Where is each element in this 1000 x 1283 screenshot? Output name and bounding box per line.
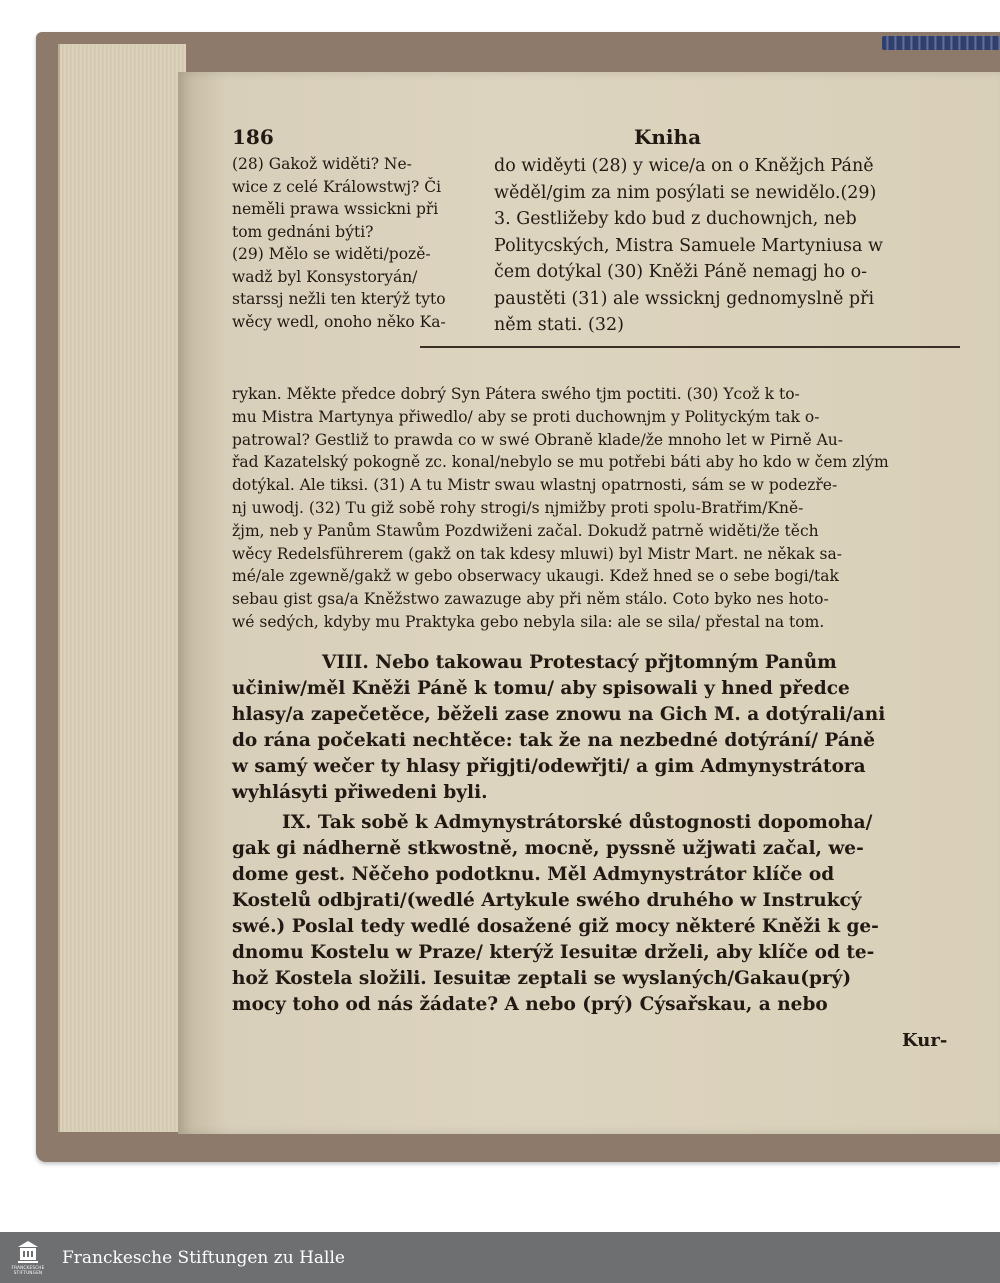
logo-caption-line: FRANCKESCHE (11, 1265, 45, 1270)
page-edges (58, 44, 186, 1132)
text-line: rykan. Měkte předce dobrý Syn Pátera swého tjm poctiti. (30) Ycož k to- (232, 385, 800, 403)
page-number: 186 (232, 125, 274, 149)
text-line: swé.) Poslal tedy wedlé dosažené giž mocy některé Kněži k ge- (232, 915, 879, 937)
text-line: w samý wečer ty hlasy přigjti/odewřjti/ a gim Admynystrátora (232, 755, 866, 777)
paragraph-ix (232, 810, 972, 1018)
text-line: dotýkal. Ale tiksi. (31) A tu Mistr swau wlastnj opatrnosti, sám se w podezře- (232, 476, 838, 495)
footnote-block (232, 383, 972, 634)
text-line: mocy toho od nás žádate? A nebo (prý) Cýsařskau, a nebo (232, 993, 828, 1015)
text-line: gak gi nádherně stkwostně, mocně, pyssně užjwati začal, we- (232, 837, 864, 859)
text-line: hož Kostela složili. Iesuitæ zeptali se wyslaných/Gakau(prý) (232, 967, 852, 989)
institution-logo[interactable] (8, 1236, 48, 1280)
text-line: sebau gist gsa/a Kněžstwo zawazuge aby při něm stálo. Coto byko nes hoto- (232, 590, 829, 609)
text-line: IX. Tak sobě k Admynystrátorské důstognosti dopomoha/ (282, 811, 873, 833)
catchword: Kur- (902, 1030, 948, 1051)
text-line: tom gednáni býti? (232, 222, 374, 241)
institution-name[interactable]: Franckesche Stiftungen zu Halle (62, 1247, 345, 1268)
text-line: VIII. Nebo takowau Protestacý přjtomným Panům (322, 651, 837, 673)
text-line: Kostelů odbjrati/(wedlé Artykule swého druhého w Instrukcý (232, 889, 862, 911)
text-line: hlasy/a zapečetěce, běželi zase znowu na Gich M. a dotýrali/ani (232, 703, 886, 725)
text-line: dnomu Kostelu w Praze/ kterýž Iesuitæ drželi, aby klíče od te- (232, 941, 875, 963)
text-line: do rána počekati nechtěce: tak že na nezbedné dotýrání/ Páně (232, 729, 876, 751)
paragraph-viii (232, 650, 972, 806)
footer-bar (0, 1232, 1000, 1283)
text-line: wé sedých, kdyby mu Praktyka gebo nebyla sila: ale se sila/ přestal na tom. (232, 612, 825, 631)
page-text (232, 125, 972, 1018)
page-header (232, 125, 972, 153)
text-line: dome gest. Něčeho podotknu. Měl Admynystrátor klíče od (232, 863, 835, 885)
logo-caption (11, 1265, 44, 1275)
text-line: patrowal? Gestliž to prawda co w swé Obraně klade/že mnoho let w Pirně Au- (232, 430, 844, 449)
text-line: starssj nežli ten kterýž tyto (232, 290, 446, 308)
text-line: paustěti (31) ale wssicknj gednomyslně při (494, 288, 875, 309)
text-line: Politycských, Mistra Samuele Martyniusa w (494, 235, 883, 256)
section-rule (420, 346, 960, 348)
text-line: neměli prawa wssickni při (232, 200, 439, 218)
text-line: (28) Gakož widěti? Ne- (232, 155, 412, 173)
text-line: čem dotýkal (30) Kněži Páně nemagj ho o- (494, 262, 868, 282)
text-line: žjm, neb y Panům Stawům Pozdwiženi začal. Dokudž patrně widěti/že těch (232, 521, 819, 540)
text-line: (29) Mělo se widěti/pozě- (232, 245, 431, 263)
text-line: učiniw/měl Kněži Páně k tomu/ aby spisowali y hned předce (232, 677, 850, 699)
text-line: do widěyti (28) y wice/a on o Kněžjch Páně (494, 156, 874, 176)
text-line: wice z celé Králowstwj? Či (232, 177, 442, 196)
text-line: wěcy wedl, onoho něko Ka- (232, 312, 446, 331)
text-line: řad Kazatelský pokogně zc. konal/nebylo se mu potřebi báti aby ho kdo w čem zlým (232, 453, 889, 472)
text-line: mu Mistra Martynya přiwedlo/ aby se proti duchownjm y Polityckým tak o- (232, 407, 820, 426)
text-line: něm stati. (32) (494, 315, 624, 335)
text-line: wěcy Redelsführerem (gakž on tak kdesy mluwi) byl Mistr Mart. ne někak sa- (232, 544, 842, 563)
building-icon (17, 1240, 39, 1264)
text-line: mé/ale zgewně/gakž w gebo obserwacy ukaugi. Kdež hned se o sebe bogi/tak (232, 567, 839, 586)
logo-caption-line: STIFTUNGEN (13, 1270, 43, 1275)
running-head: Kniha (634, 125, 702, 149)
main-text-column (494, 153, 972, 339)
text-line: 3. Gestližeby kdo bud z duchownjch, neb (494, 209, 857, 229)
marginal-notes-column (232, 153, 488, 333)
text-line: wěděl/gim za nim posýlati se newidělo.(29) (494, 182, 877, 203)
book-headband (882, 36, 1000, 50)
text-line: wadž byl Konsystoryán/ (232, 267, 418, 286)
text-line: nj uwodj. (32) Tu giž sobě rohy strogi/s njmižby proti spolu-Bratřim/Kně- (232, 498, 804, 517)
text-line: wyhlásyti přiwedeni byli. (232, 781, 488, 803)
